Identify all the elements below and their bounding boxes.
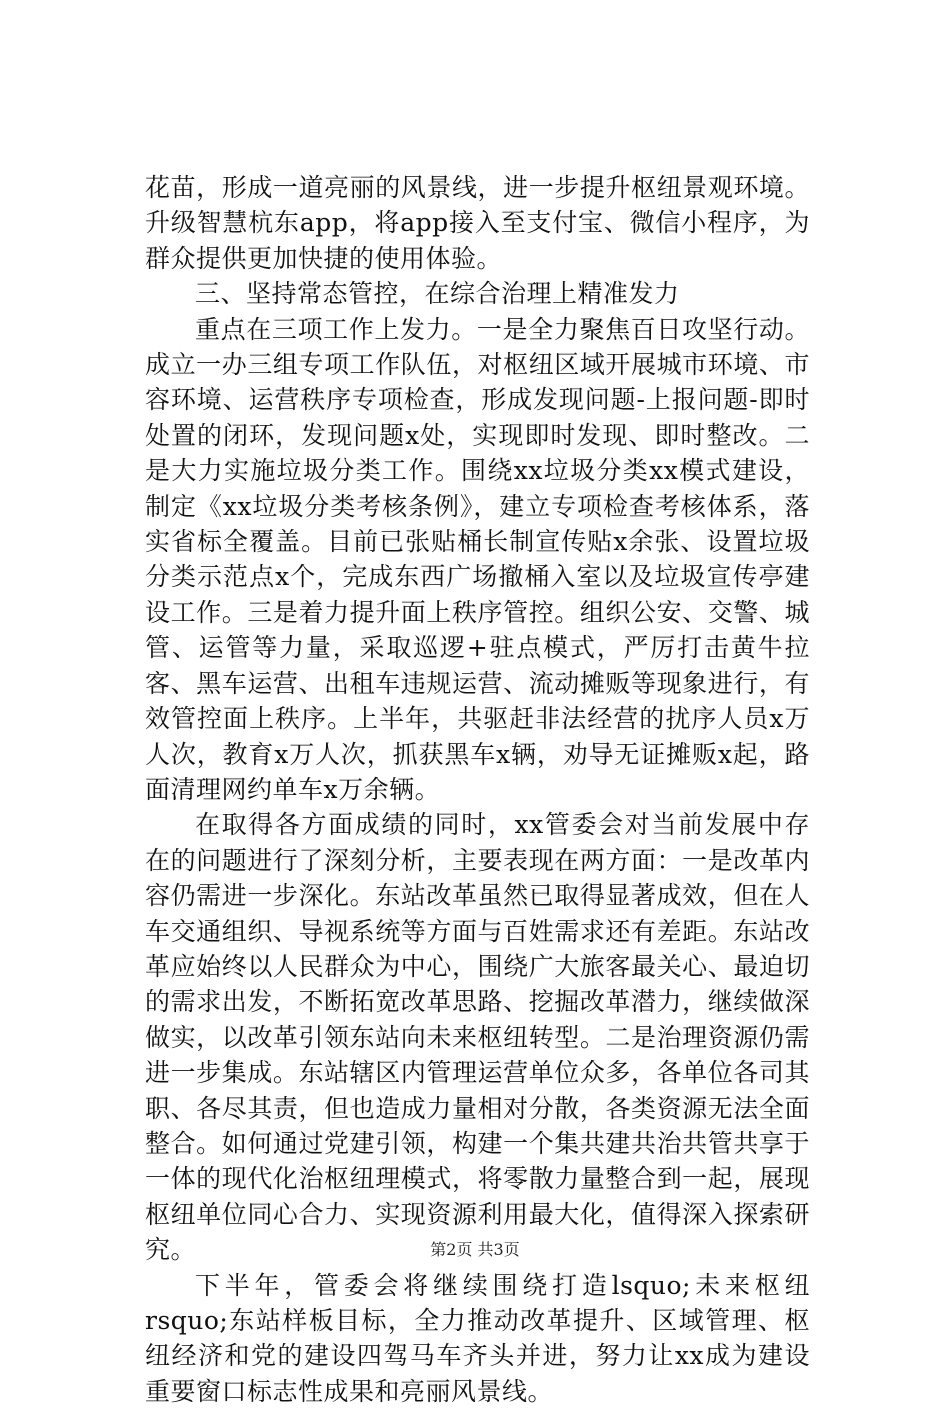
paragraph-continuation: 花苗，形成一道亮丽的风景线，进一步提升枢纽景观环境。升级智慧杭东app，将app接入至支付宝、微信小程序，为群众提供更加快捷的使用体验。 bbox=[145, 173, 810, 273]
section-heading: 三、坚持常态管控，在综合治理上精准发力 bbox=[195, 279, 680, 309]
paragraph-problems: 在取得各方面成绩的同时，xx管委会对当前发展中存在的问题进行了深刻分析，主要表现在两方面：一是改革内容仍需进一步深化。东站改革虽然已取得显著成效，但在人车交通组织、导视系统等方面与百姓需求还有差距。东站改革应始终以人民群众为中心，围绕广大旅客最关心、最迫切的需求出发，不断拓宽改革思路、挖掘改革潜力，继续做深做实，以改革引领东站向未来枢纽转型。二是治理资源仍需进一步集成。东站辖区内管理运营单位众多，各单位各司其职、各尽其责，但也造成力量相对分散，各类资源无法全面整合。如何通过党建引领，构建一个集共建共治共管共享于一体的现代化治枢纽理模式，将零散力量整合到一起，展现枢纽单位同心合力、实现资源利用最大化，值得深入探索研究。 bbox=[145, 810, 810, 1265]
paragraph-outlook: 下半年，管委会将继续围绕打造lsquo;未来枢纽rsquo;东站样板目标，全力推动改革提升、区域管理、枢纽经济和党的建设四驾马车齐头并进，努力让xx成为建设重要窗口标志性成果和亮丽风景线。 bbox=[145, 1270, 810, 1406]
page-footer: 第2页 共3页 bbox=[430, 1240, 520, 1259]
paragraph-governance: 重点在三项工作上发力。一是全力聚焦百日攻坚行动。成立一办三组专项工作队伍，对枢纽区域开展城市环境、市容环境、运营秩序专项检查，形成发现问题-上报问题-即时处置的闭环，发现问题x处，实现即时发现、即时整改。二是大力实施垃圾分类工作。围绕xx垃圾分类xx模式建设，制定《xx垃圾分类考核条例》，建立专项检查考核体系，落实省标全覆盖。目前已张贴桶长制宣传贴x余张、设置垃圾分类示范点x个，完成东西广场撤桶入室以及垃圾宣传亭建设工作。三是着力提升面上秩序管控。组织公安、交警、城管、运管等力量，采取巡逻+驻点模式，严厉打击黄牛拉客、黑车运营、出租车违规运营、流动摊贩等现象进行，有效管控面上秩序。上半年，共驱赶非法经营的扰序人员x万人次，教育x万人次，抓获黑车x辆，劝导无证摊贩x起，路面清理网约单车x万余辆。 bbox=[145, 314, 810, 804]
document-body bbox=[145, 170, 810, 1409]
